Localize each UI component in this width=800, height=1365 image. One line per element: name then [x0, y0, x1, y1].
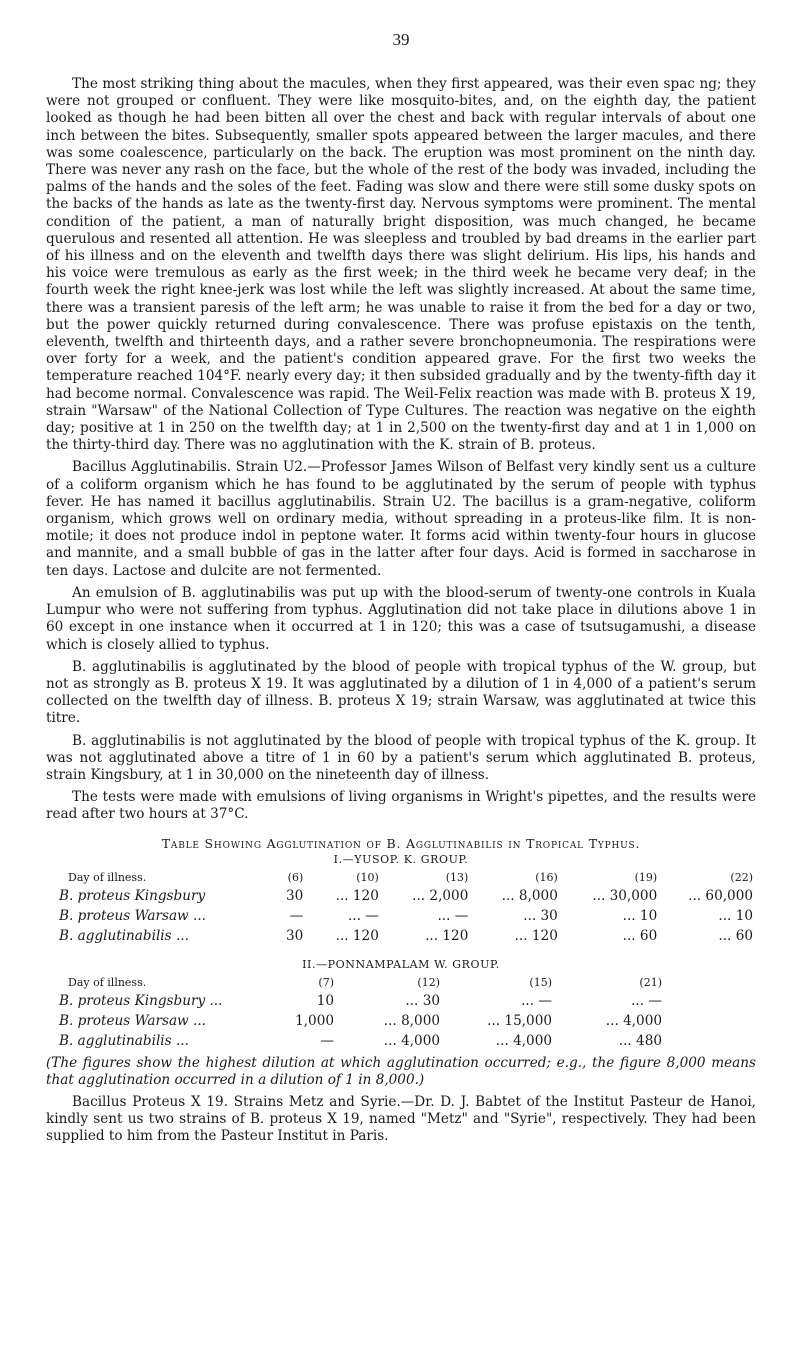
cell: ... 15,000 [487, 1012, 552, 1029]
cell: ... — [437, 907, 469, 924]
group1-day: (6) [287, 870, 304, 884]
group2-header-row [56, 975, 665, 991]
table-row [56, 926, 756, 946]
paragraph-test-method: The tests were made with emulsions of living organisms in Wright's pipettes, and the results were read after two hours at 37°C. [46, 789, 756, 823]
cell: 30 [285, 887, 304, 904]
cell: ... 4,000 [383, 1032, 440, 1049]
cell: 1,000 [295, 1012, 334, 1029]
cell: 30 [285, 927, 304, 944]
row-label: B. agglutinabilis ... [59, 927, 189, 944]
cell: — [289, 907, 304, 924]
group2-title: II.—PONNAMPALAM W. GROUP. [302, 957, 500, 971]
group1-header-label: Day of illness. [68, 870, 147, 884]
cell: ... 30,000 [592, 887, 658, 904]
cell: ... 30 [405, 992, 440, 1009]
group2-day: (15) [529, 975, 552, 989]
cell: ... 10 [718, 907, 753, 924]
cell: ... 60,000 [688, 887, 753, 904]
group2-table [56, 975, 665, 1051]
table-row [56, 991, 665, 1011]
cell: ... 60 [718, 927, 753, 944]
paragraph-case-description: The most striking thing about the macules, when they first appeared, was their even spac ng; they were not grouped or confluent. They were like mosquito-bites, and, on the eighth day, the patient looked as though he had been bitten all over the chest and back with regular intervals of about one inch between the bites. Subsequently, smaller spots appeared between the larger macules, and there was some coalescence, particularly on the back. The eruption was most prominent on the ninth day. There was never any rash on the face, but the whole of the rest of the body was invaded, including the palms of the hands and the soles of the feet. Fading was slow and there were still some dusky spots on the backs of the hands as late as the twenty-first day. Nervous symptoms were prominent. The mental condition of the patient, a man of naturally bright disposition, was much changed, he became querulous and resented all attention. He was sleepless and troubled by bad dreams in the earlier part of his illness and on the eleventh and twelfth days there was slight delirium. His lips, his hands and his voice were tremulous as early as the first week; in the third week he became very deaf; in the fourth week the right knee-jerk was lost while the left was slightly increased. At about the same time, there was a transient paresis of the left arm; he was unable to raise it from the bed for a day or two, but the power quickly returned during convalescence. There was profuse epistaxis on the tenth, eleventh, twelfth and thirteenth days, and a rather severe bronchopneumonia. The respirations were over forty for a week, and the patient's condition appeared grave. For the first two weeks the temperature reached 104°F. nearly every day; it then subsided gradually and by the twenty-fifth day it had become normal. Convalescence was rapid. The Weil-Felix reaction was made with B. proteus X 19, strain "Warsaw" of the National Collection of Type Cultures. The reaction was negative on the eighth day; positive at 1 in 250 on the twelfth day; at 1 in 2,500 on the twenty-first day and at 1 in 1,000 on the thirty-third day. There was no agglutination with the K. strain of B. proteus. [46, 76, 756, 454]
cell: ... 30 [523, 907, 558, 924]
cell: ... 480 [618, 1032, 662, 1049]
row-label: B. proteus Warsaw ... [59, 1012, 206, 1029]
group2-day: (12) [417, 975, 440, 989]
cell: ... 2,000 [412, 887, 469, 904]
group1-day: (19) [634, 870, 658, 884]
cell: ... 8,000 [501, 887, 558, 904]
cell: ... 60 [622, 927, 658, 944]
group2-day: (7) [318, 975, 334, 989]
cell: ... 120 [335, 927, 379, 944]
table-row [56, 1011, 665, 1031]
cell: ... — [347, 907, 379, 924]
table-title: Table Showing Agglutination of B. Agglutinabilis in Tropical Typhus. [161, 835, 641, 851]
table-row [56, 1031, 665, 1051]
row-label: B. proteus Warsaw ... [59, 907, 206, 924]
page-number: 39 [392, 30, 410, 49]
cell: ... 120 [514, 927, 558, 944]
group1-day: (10) [356, 870, 379, 884]
group1-day: (13) [445, 870, 469, 884]
cell: 10 [316, 992, 334, 1009]
group1-title: I.—YUSOP. K. GROUP. [333, 852, 469, 866]
cell: ... 4,000 [605, 1012, 662, 1029]
group2-day: (21) [639, 975, 662, 989]
cell: ... 120 [335, 887, 379, 904]
paragraph-proteus-x19: Bacillus Proteus X 19. Strains Metz and Syrie.—Dr. D. J. Babtet of the Institut Pasteur de Hanoi, kindly sent us two strains of B. proteus X 19, named "Metz" and "Syrie", respectively. They had been supplied to him from the Pasteur Institut in Paris. [46, 1093, 756, 1145]
paragraph-w-group: B. agglutinabilis is agglutinated by the blood of people with tropical typhus of the W. group, but not as strongly as B. proteus X 19. It was agglutinated by a dilution of 1 in 4,000 of a patient's serum collected on the twelfth day of illness. B. proteus X 19; strain Warsaw, was agglutinated at twice this titre. [46, 658, 756, 727]
cell: ... 120 [425, 927, 469, 944]
table-note: (The figures show the highest dilution at which agglutination occurred; e.g., the figure 8,000 means that agglutination occurred in a dilution of 1 in 8,000.) [46, 1054, 756, 1088]
paragraph-emulsion-controls: An emulsion of B. agglutinabilis was put up with the blood-serum of twenty-one controls in Kuala Lumpur who were not suffering from typhus. Agglutination did not take place in dilutions above 1 in 60 except in one instance when it occurred at 1 in 120; this was a case of tsutsugamushi, a disease which is closely allied to typhus. [46, 584, 756, 653]
cell: ... — [521, 992, 552, 1009]
group1-day: (22) [730, 870, 753, 884]
table-row [56, 906, 756, 926]
cell: ... 4,000 [495, 1032, 552, 1049]
row-label: B. proteus Kingsbury ... [59, 992, 223, 1009]
cell: — [320, 1032, 334, 1049]
group1-table [56, 870, 756, 946]
group2-header-label: Day of illness. [68, 975, 147, 989]
table-row [56, 886, 756, 906]
paragraph-bacillus-agglutinabilis: Bacillus Agglutinabilis. Strain U2.—Professor James Wilson of Belfast very kindly sent us a culture of a coliform organism which he has found to be agglutinated by the serum of people with typhus fever. He has named it bacillus agglutinabilis. Strain U2. The bacillus is a gram-negative, coliform organism, which grows well on ordinary media, without spreading in a proteus-like film. It is non-motile; it does not produce indol in peptone water. It forms acid within twenty-four hours in glucose and mannite, and a small bubble of gas in the latter after four days. Acid is formed in saccharose in ten days. Lactose and dulcite are not fermented. [46, 459, 756, 579]
group1-header-row [56, 870, 756, 886]
row-label: B. proteus Kingsbury [59, 887, 206, 904]
row-label: B. agglutinabilis ... [59, 1032, 189, 1049]
cell: ... 8,000 [383, 1012, 440, 1029]
paragraph-k-group: B. agglutinabilis is not agglutinated by the blood of people with tropical typhus of the K. group. It was not agglutinated above a titre of 1 in 60 by a patient's serum which agglutinated B. proteus, strain Kingsbury, at 1 in 30,000 on the nineteenth day of illness. [46, 732, 756, 783]
cell: ... 10 [622, 907, 658, 924]
cell: ... — [631, 992, 662, 1009]
group1-day: (16) [535, 870, 558, 884]
